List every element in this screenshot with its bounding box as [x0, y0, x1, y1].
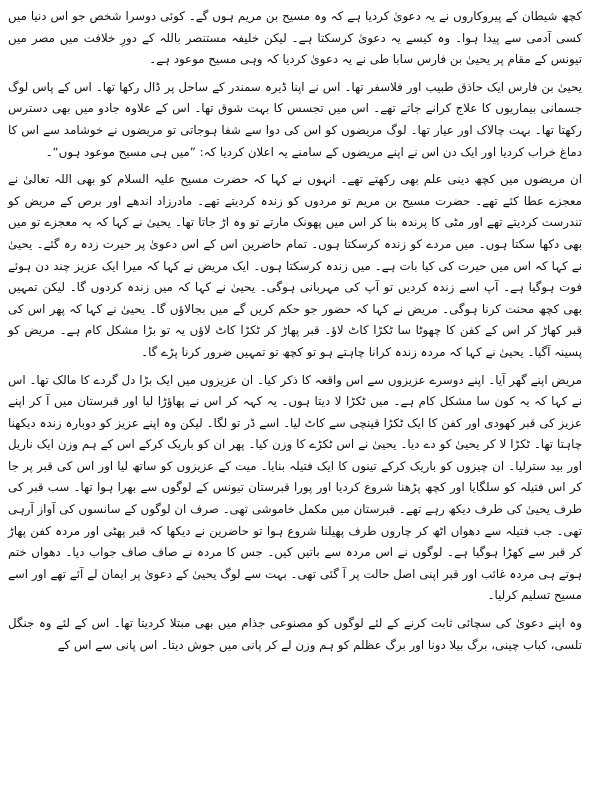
- paragraph-4: مریض اپنے گھر آیا۔ اپنے دوسرے عزیزوں سے اس واقعہ کا ذکر کیا۔ ان عزیزوں میں ایک بڑا دل گردے کا مالک تھا۔ اس نے کہا کہ یہ کون سا مشکل کام ہے۔ میں ٹکڑا لا دیتا ہوں۔ یہ کہہ کر اس نے پھاؤڑا لیا اور قبرستان میں آ کر اپنے عزیز کی قبر کھودی اور کفن کا ایک ٹکڑا قینچی سے کاٹ لیا۔ اسے ڈر تو لگا۔ لیکن وہ اپنے عزیز کو دوبارہ زندہ دیکھنا چاہتا تھا۔ ٹکڑا لا کر یحییٰ کو دے دیا۔ یحییٰ نے اس ٹکڑے کا وزن کیا۔ پھر ان کو باریک کرکے اس کے ہم وزن ایک ناریل اور بید سترلیا۔ ان چیزوں کو باریک کرکے تینوں کا ایک فتیلہ بنایا۔ میت کے عزیزوں کو ساتھ لیا اور اس کی قبر پر جا کر اس فتیلہ کو سلگایا اور کچھ پڑھنا شروع کردیا اور پورا قبرستان تیونس کے لوگوں سے بھرا ہوا تھا۔ سب قبر کی طرف یحییٰ کی طرف دیکھ رہے تھے۔ قبرستان میں مکمل خاموشی تھی۔ صرف ان لوگوں کے سانسوں کی آواز آرہی تھی۔ جب فتیلہ سے دھواں اٹھ کر چاروں طرف پھیلنا شروع ہوا تو حاضرین نے دیکھا کہ قبر پھٹی اور مردہ کفن پھاڑ کر قبر سے کھڑا ہوگیا ہے۔ لوگوں نے اس مردہ سے باتیں کیں۔ جس کا مردہ نے صاف صاف جواب دیا۔ دھواں ختم ہوتے ہی مردہ غائب اور قبر اپنی اصل حالت پر آ گئی تھی۔ بہت سے لوگ یحییٰ کے دعویٰ پر ایمان لے آئے تھے اور اسے مسیح تسلیم کرلیا۔: [8, 372, 582, 603]
- paragraph-5: وہ اپنے دعویٰ کی سچائی ثابت کرنے کے لئے لوگوں کو مصنوعی جذام میں بھی مبتلا کردیتا تھا۔ اس کے لئے وہ جنگل تلسی، کباب چینی، برگ بیلا دونا اور برگ عظلم کو ہم وزن لے کر پانی میں جوش دیتا۔ اس پانی سے اس کے: [8, 616, 582, 652]
- paragraph-3: ان مریضوں میں کچھ دینی علم بھی رکھتے تھے۔ انہوں نے کہا کہ حضرت مسیح علیہ السلام کو بھی اللہ تعالیٰ نے معجزے عطا کئے تھے۔ حضرت مسیح بن مریم تو مردوں کو زندہ کردیتے تھے۔ مادرزاد اندھے اور برص کے مریض کو تندرست کردیتے تھے اور مٹی کا پرندہ بنا کر اس میں پھونک مارتے تو وہ اڑ جاتا تھا۔ یحییٰ نے کہا کہ یہ معجزے تو میں بھی دکھا سکتا ہوں۔ میں مردے کو زندہ کرسکتا ہوں۔ تمام حاضرین اس کے اس دعویٰ پر حیرت زدہ رہ گئے۔ یحییٰ نے کہا کہ اس میں حیرت کی کیا بات ہے۔ میں زندہ کرسکتا ہوں۔ ایک مریض نے کہا کہ میرا ایک عزیز چند دن ہوئے فوت ہوگیا ہے۔ آپ اسے زندہ کردیں تو آپ کی مہربانی ہوگی۔ یحییٰ نے کہا کہ میں زندہ کردوں گا۔ لیکن تمہیں بھی کچھ محنت کرنا ہوگی۔ مریض نے کہا کہ حضور جو حکم کریں گے میں بجالاؤں گا۔ یحییٰ نے کہا کہ پھر اس کی قبر کھاڑ کر اس کے کفن کا چھوٹا سا ٹکڑا کاٹ لاؤ۔ قبر پھاڑ کر ٹکڑا کاٹ لاؤں یہ تو بڑا مشکل کام ہے۔ مریض کو پسینہ آگیا۔ یحییٰ نے کہا کہ مردہ زندہ کرانا چاہتے ہو تو کچھ تو تمہیں ضرور کرنا پڑے گا۔: [8, 172, 582, 359]
- paragraph-2: یحییٰ بن فارس ایک حاذق طبیب اور فلاسفر تھا۔ اس نے اپنا ڈیرہ سمندر کے ساحل پر ڈال رکھا تھا۔ اس کے پاس لوگ جسمانی بیماریوں کا علاج کرانے جاتے تھے۔ اس میں تجسس کا بہت شوق تھا۔ اس کے علاوہ جادو میں بھی دسترس رکھتا تھا۔ بہت چالاک اور عیار تھا۔ لوگ مریضوں کو اس کی دوا سے شفا ہوجاتی تو مریضوں نے خوشامد سے اس کا دماغ خراب کردیا اور ایک دن اس نے اپنے مریضوں کے سامنے یہ اعلان کردیا کہ: ”میں ہی مسیح موعود ہوں“۔: [8, 79, 582, 159]
- paragraph-1: کچھ شیطان کے پیروکاروں نے یہ دعویٰ کردیا ہے کہ وہ مسیح بن مریم ہوں گے۔ کوئی دوسرا شخص جو اس دنیا میں کسی آدمی سے پیدا ہوا۔ وہ کیسے یہ دعویٰ کرسکتا ہے۔ لیکن خلیفہ مستنصر باللہ کے دورِ خلافت میں مصر میں تیونس کے مقام پر یحییٰ بن فارس سابا طی نے یہ دعویٰ کردیا کہ وہی مسیح موعود ہے۔: [8, 9, 582, 67]
